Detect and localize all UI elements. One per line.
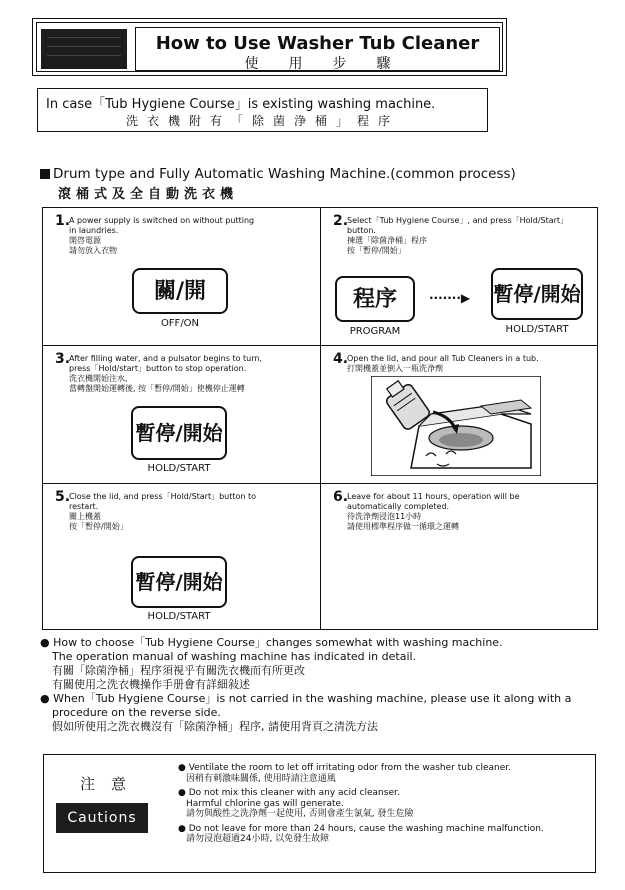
step-line: 按「暫停/開始」: [69, 522, 128, 531]
step-line: restart.: [69, 502, 99, 511]
step-line: press「Hold/start」button to stop operation.: [69, 364, 247, 373]
washer-pour-illustration: [371, 376, 541, 476]
caution-item: ● Ventilate the room to let off irritating odor from the washer tub cleaner. 因稍有刺激味關係, 使用時請注意通風: [178, 763, 512, 784]
step-line: A power supply is switched on without putting: [69, 216, 255, 225]
caution-item: ● Do not mix this cleaner with any acid cleanser. Harmful chlorine gas will generate. 請勿與酸性之洗浄劑一起使用, 否則會產生氯氣, 發生危險: [178, 788, 414, 819]
step-number: 5.: [55, 489, 71, 505]
step-number: 4.: [333, 351, 349, 367]
note-line: 假如所使用之洗衣機沒有「除菌浄桶」程序, 請使用背頁之清洗方法: [52, 720, 378, 733]
cautions-title: Cautions: [56, 803, 148, 833]
header-title-box: [135, 27, 500, 71]
step-3: [43, 346, 320, 481]
off-on-caption: OFF/ON: [160, 318, 200, 329]
section-title-cn: 滾桶式及全自動洗衣機: [58, 187, 239, 202]
step-text: [347, 216, 587, 256]
caution-item: ● Do not leave for more than 24 hours, cause the washing machine malfunction. 請勿浸泡超過24小時, 以免發生故障: [178, 823, 544, 844]
note-line: The operation manual of washing machine has indicated in detail.: [52, 650, 417, 663]
step-line: 打開機蓋並倒入一瓶洗浄劑: [347, 364, 443, 373]
step-number: 3.: [55, 351, 71, 367]
bullet-icon: ●: [40, 692, 54, 705]
square-bullet-icon: [40, 169, 50, 179]
step-1: [43, 208, 320, 343]
step-text: [347, 492, 587, 532]
hold-start-caption: HOLD/START: [505, 324, 569, 335]
note-item: ● How to choose「Tub Hygiene Course」changes somewhat with washing machine.: [40, 636, 503, 649]
cautions-title-cn: 注意: [80, 775, 143, 793]
intro-text-cn: 洗衣機附有「除菌浄桶」程序: [125, 114, 399, 128]
step-line: 待洗浄劑浸泡11小時: [347, 512, 422, 521]
step-line: 洗衣機開始注水,: [69, 374, 128, 383]
program-button: 程序: [335, 276, 415, 322]
step-line: 揀選「除菌浄桶」程序: [347, 236, 427, 245]
note-item: ● When「Tub Hygiene Course」is not carried in the washing machine, please use it along with a: [40, 692, 572, 705]
step-line: After filling water, and a pulsator begins to turn,: [69, 354, 262, 363]
header-box: [32, 18, 507, 76]
hold-start-button: 暫停/開始: [131, 406, 227, 460]
step-line: button.: [347, 226, 376, 235]
page-title: How to Use Washer Tub Cleaner: [155, 33, 480, 54]
step-2: [321, 208, 598, 343]
section-title: [40, 166, 516, 182]
page-title-cn: 使用步驟: [244, 56, 421, 72]
step-line: 請勿放入衣物: [69, 246, 117, 255]
step-text: [69, 354, 309, 394]
step-line: Select「Tub Hygiene Course」, and press「Hold/Start」: [347, 216, 569, 225]
brand-logo: [41, 29, 127, 69]
step-line: 請使用標準程序做一循環之運轉: [347, 522, 459, 531]
note-line: 有關使用之洗衣機操作手册會有詳細敍述: [52, 678, 250, 691]
step-6: [321, 484, 598, 619]
step-line: in laundries.: [69, 226, 119, 235]
step-line: 按「暫停/開始」: [347, 246, 406, 255]
step-number: 6.: [333, 489, 349, 505]
header-inner-frame: [36, 22, 503, 72]
bullet-icon: ●: [40, 636, 54, 649]
hold-start-caption: HOLD/START: [147, 463, 211, 474]
bullet-icon: ●: [178, 763, 189, 773]
step-text: [69, 216, 309, 256]
hold-start-button: 暫停/開始: [491, 268, 583, 320]
step-line: Open the lid, and pour all Tub Cleaners in a tub.: [347, 354, 539, 363]
step-line: Close the lid, and press「Hold/Start」button to: [69, 492, 257, 501]
notes-list: [40, 636, 600, 734]
step-line: 關上機蓋: [69, 512, 101, 521]
arrow-right-icon: ·······▶: [429, 291, 471, 305]
step-text: [347, 354, 587, 374]
intro-box: [37, 88, 488, 132]
cautions-box: [43, 754, 596, 873]
step-number: 2.: [333, 213, 349, 229]
steps-grid: [42, 207, 598, 630]
step-line: 開啓電源: [69, 236, 101, 245]
intro-text: In case「Tub Hygiene Course」is existing washing machine.: [46, 97, 436, 112]
section-title-text: Drum type and Fully Automatic Washing Machine.(common process): [53, 166, 516, 182]
note-line: procedure on the reverse side.: [52, 706, 221, 719]
hold-start-button: 暫停/開始: [131, 556, 227, 608]
hold-start-caption: HOLD/START: [147, 611, 211, 622]
bullet-icon: ●: [178, 823, 189, 834]
off-on-button: 關/開: [132, 268, 228, 314]
step-line: automatically completed.: [347, 502, 450, 511]
step-4: [321, 346, 598, 481]
bullet-icon: ●: [178, 788, 189, 798]
step-5: [43, 484, 320, 622]
note-line: 有關「除菌浄桶」程序須視乎有關洗衣機而有所更改: [52, 664, 305, 677]
cautions-list: [178, 763, 588, 849]
step-number: 1.: [55, 213, 71, 229]
program-caption: PROGRAM: [349, 326, 401, 337]
step-line: Leave for about 11 hours, operation will be: [347, 492, 520, 501]
step-line: 當轉盤開始運轉後, 按「暫停/開始」使機停止運轉: [69, 384, 245, 393]
step-text: [69, 492, 309, 532]
